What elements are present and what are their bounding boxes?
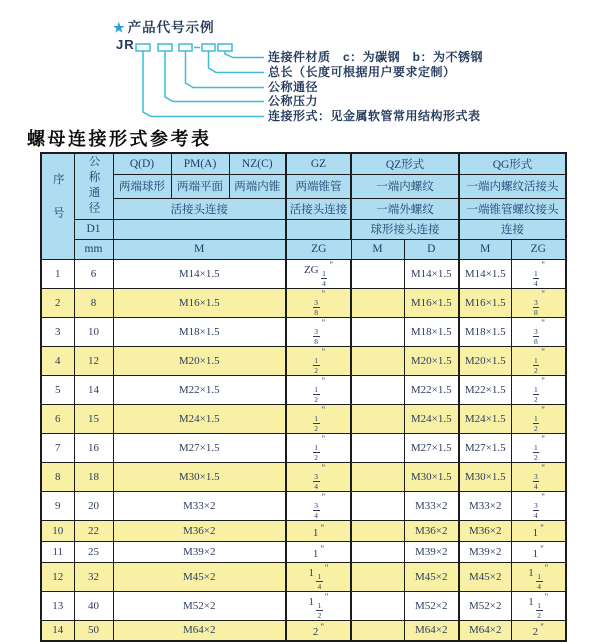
- code-box-5: [218, 44, 232, 51]
- cell-qg_m: M20×1.5: [459, 346, 511, 375]
- cell-qz_m: [351, 620, 404, 641]
- cell-mm: 8: [74, 288, 113, 317]
- cell-qz_d: M18×1.5: [404, 317, 459, 346]
- code-label-length: 总长（长度可根据用户要求定制）: [268, 65, 456, 79]
- code-line-material: [225, 51, 264, 58]
- cell-mm: 16: [74, 433, 113, 462]
- code-label-diameter: 公称通径: [268, 80, 319, 94]
- table-row: [41, 259, 566, 288]
- cell-qz_d: M45×2: [404, 562, 459, 591]
- cell-m: M45×2: [113, 562, 286, 591]
- table-row: [41, 591, 566, 620]
- nut-connection-reference-table: [40, 152, 567, 642]
- cell-no: 12: [41, 562, 74, 591]
- cell-qg_zg: $\frac{1}{2}$ ": [511, 346, 566, 375]
- cell-qg_zg: $\frac{3}{8}$ ": [511, 288, 566, 317]
- col-header-seq: 序号: [41, 153, 74, 259]
- header-zg-thread: ZG: [286, 239, 351, 259]
- cell-m: M36×2: [113, 520, 286, 541]
- cell-no: 7: [41, 433, 74, 462]
- cell-m: M39×2: [113, 541, 286, 562]
- cell-mm: 18: [74, 462, 113, 491]
- cell-qg_m: M18×1.5: [459, 317, 511, 346]
- col-header-qg: QG形式: [459, 153, 566, 174]
- col-header-qz: QZ形式: [351, 153, 459, 174]
- col-header-nominal-diameter: 公称通径: [74, 153, 113, 219]
- header-row-groups: [41, 153, 566, 174]
- cell-mm: 40: [74, 591, 113, 620]
- cell-no: 5: [41, 375, 74, 404]
- cell-m: M27×1.5: [113, 433, 286, 462]
- code-line-pressure: [165, 51, 264, 102]
- cell-qz_m: [351, 433, 404, 462]
- col-header-nzc: NZ(C): [229, 153, 286, 174]
- header-d1: D1: [74, 219, 113, 239]
- cell-qz_d: M24×1.5: [404, 404, 459, 433]
- cell-qg_m: M14×1.5: [459, 259, 511, 288]
- header-union-connection: 活接头连接: [113, 198, 286, 219]
- cell-gz: 1 ": [286, 520, 351, 541]
- col-header-qd: Q(D): [113, 153, 171, 174]
- header-row-connection: [41, 198, 566, 219]
- cell-gz: $\frac{3}{8}$ ": [286, 317, 351, 346]
- cell-qg_m: M64×2: [459, 620, 511, 641]
- table-row: [41, 433, 566, 462]
- cell-gz: $\frac{3}{8}$ ": [286, 288, 351, 317]
- header-qz-connection: 一端外螺纹: [351, 198, 459, 219]
- cell-qg_zg: $\frac{3}{8}$ ": [511, 317, 566, 346]
- cell-m: M52×2: [113, 591, 286, 620]
- cell-qg_m: M30×1.5: [459, 462, 511, 491]
- cell-qz_d: M30×1.5: [404, 462, 459, 491]
- cell-qz_m: [351, 591, 404, 620]
- table-row: [41, 317, 566, 346]
- cell-no: 2: [41, 288, 74, 317]
- code-prefix: JR: [116, 37, 135, 52]
- cell-qz_d: M36×2: [404, 520, 459, 541]
- cell-m: M24×1.5: [113, 404, 286, 433]
- cell-qg_zg: $\frac{1}{4}$ ": [511, 259, 566, 288]
- header-blank: [286, 219, 351, 239]
- cell-m: M20×1.5: [113, 346, 286, 375]
- cell-qg_m: M45×2: [459, 562, 511, 591]
- table-row: [41, 562, 566, 591]
- header-qg-zg: ZG: [511, 239, 566, 259]
- header-qg-connect: 连接: [459, 219, 566, 239]
- cell-qg_m: M36×2: [459, 520, 511, 541]
- cell-m: M22×1.5: [113, 375, 286, 404]
- cell-no: 4: [41, 346, 74, 375]
- cell-mm: 15: [74, 404, 113, 433]
- cell-qg_zg: 1 ": [511, 541, 566, 562]
- cell-gz: $\frac{1}{2}$ ": [286, 375, 351, 404]
- table-row: [41, 375, 566, 404]
- code-box-4: [202, 44, 215, 51]
- cell-qg_m: M52×2: [459, 591, 511, 620]
- cell-mm: 25: [74, 541, 113, 562]
- cell-no: 14: [41, 620, 74, 641]
- header-pm-type: 两端平面: [171, 174, 229, 198]
- table-row: [41, 520, 566, 541]
- header-qz-type: 一端内螺纹: [351, 174, 459, 198]
- cell-qg_m: M22×1.5: [459, 375, 511, 404]
- code-box-2: [158, 44, 172, 51]
- cell-mm: 12: [74, 346, 113, 375]
- cell-mm: 32: [74, 562, 113, 591]
- cell-m: M33×2: [113, 491, 286, 520]
- cell-qz_m: [351, 562, 404, 591]
- cell-qg_zg: $\frac{3}{4}$ ": [511, 491, 566, 520]
- header-qg-connection: 一端锥管螺纹接头: [459, 198, 566, 219]
- cell-mm: 50: [74, 620, 113, 641]
- cell-no: 13: [41, 591, 74, 620]
- col-header-gz: GZ: [286, 153, 351, 174]
- header-mm: mm: [74, 239, 113, 259]
- code-example-title: 产品代号示例: [127, 20, 215, 35]
- header-qz-ball-connection: 球形接头连接: [351, 219, 459, 239]
- header-m-thread: M: [113, 239, 286, 259]
- table-row: [41, 346, 566, 375]
- cell-mm: 6: [74, 259, 113, 288]
- cell-qg_m: M39×2: [459, 541, 511, 562]
- cell-qz_d: M20×1.5: [404, 346, 459, 375]
- table-body: [41, 259, 566, 641]
- cell-no: 1: [41, 259, 74, 288]
- cell-qz_d: M14×1.5: [404, 259, 459, 288]
- cell-gz: 1 ": [286, 541, 351, 562]
- header-qg-m: M: [459, 239, 511, 259]
- star-icon: ★: [113, 20, 126, 35]
- cell-m: M64×2: [113, 620, 286, 641]
- cell-m: M18×1.5: [113, 317, 286, 346]
- cell-qz_d: M52×2: [404, 591, 459, 620]
- cell-qg_m: M16×1.5: [459, 288, 511, 317]
- cell-mm: 20: [74, 491, 113, 520]
- header-qz-d: D: [404, 239, 459, 259]
- table-row: [41, 462, 566, 491]
- product-code-diagram: [0, 0, 600, 130]
- cell-gz: 1 $\frac{1}{2}$ ": [286, 591, 351, 620]
- cell-qz_m: [351, 375, 404, 404]
- header-qz-m: M: [351, 239, 404, 259]
- cell-qz_m: [351, 346, 404, 375]
- header-q-type: 两端球形: [113, 174, 171, 198]
- cell-qz_m: [351, 541, 404, 562]
- cell-qz_d: M22×1.5: [404, 375, 459, 404]
- cell-qg_zg: $\frac{3}{4}$ ": [511, 462, 566, 491]
- cell-m: M16×1.5: [113, 288, 286, 317]
- table-row: [41, 404, 566, 433]
- table-row: [41, 288, 566, 317]
- cell-qz_m: [351, 288, 404, 317]
- header-gz-connection: 活接头连接: [286, 198, 351, 219]
- cell-no: 8: [41, 462, 74, 491]
- code-box-3: [179, 44, 192, 51]
- table-row: [41, 491, 566, 520]
- cell-qz_m: [351, 317, 404, 346]
- code-label-pressure: 公称压力: [268, 94, 319, 108]
- code-line-length: [209, 51, 265, 73]
- header-blank: [113, 219, 286, 239]
- code-box-1: [136, 44, 150, 51]
- cell-m: M14×1.5: [113, 259, 286, 288]
- cell-qg_zg: 1 $\frac{1}{4}$ ": [511, 562, 566, 591]
- cell-mm: 14: [74, 375, 113, 404]
- cell-gz: $\frac{1}{2}$ ": [286, 433, 351, 462]
- cell-qg_m: M27×1.5: [459, 433, 511, 462]
- header-gz-type: 两端锥管: [286, 174, 351, 198]
- cell-gz: $\frac{1}{2}$ ": [286, 404, 351, 433]
- cell-gz: ZG $\frac{1}{4}$ ": [286, 259, 351, 288]
- cell-qg_zg: $\frac{1}{2}$ ": [511, 433, 566, 462]
- table-row: [41, 541, 566, 562]
- cell-qg_m: M24×1.5: [459, 404, 511, 433]
- cell-qg_m: M33×2: [459, 491, 511, 520]
- cell-no: 11: [41, 541, 74, 562]
- cell-qz_m: [351, 520, 404, 541]
- cell-qz_m: [351, 491, 404, 520]
- header-qg-type: 一端内螺纹活接头: [459, 174, 566, 198]
- cell-qg_zg: 1 ": [511, 520, 566, 541]
- code-line-connection: [143, 51, 264, 117]
- cell-qz_d: M16×1.5: [404, 288, 459, 317]
- cell-qg_zg: 2 ": [511, 620, 566, 641]
- header-row-units: [41, 239, 566, 259]
- code-label-connection: 连接形式：见金属软管常用结构形式表: [268, 109, 481, 123]
- cell-gz: 1 $\frac{1}{4}$ ": [286, 562, 351, 591]
- cell-qg_zg: $\frac{1}{2}$ ": [511, 404, 566, 433]
- cell-mm: 22: [74, 520, 113, 541]
- table-title: 螺母连接形式参考表: [27, 129, 212, 149]
- header-row-type: [41, 174, 566, 198]
- cell-qz_d: M39×2: [404, 541, 459, 562]
- cell-no: 3: [41, 317, 74, 346]
- cell-m: M30×1.5: [113, 462, 286, 491]
- cell-gz: $\frac{3}{4}$ ": [286, 491, 351, 520]
- cell-qg_zg: 1 $\frac{1}{2}$ ": [511, 591, 566, 620]
- cell-gz: 2 ": [286, 620, 351, 641]
- col-header-pma: PM(A): [171, 153, 229, 174]
- cell-qz_d: M64×2: [404, 620, 459, 641]
- code-example-heading: [113, 16, 215, 36]
- cell-qz_d: M33×2: [404, 491, 459, 520]
- code-label-material: 连接件材质 c：为碳钢 b：为不锈钢: [268, 50, 484, 64]
- header-row-d1: [41, 219, 566, 239]
- cell-no: 10: [41, 520, 74, 541]
- cell-qg_zg: $\frac{1}{2}$ ": [511, 375, 566, 404]
- cell-mm: 10: [74, 317, 113, 346]
- cell-qz_m: [351, 462, 404, 491]
- cell-gz: $\frac{1}{2}$ ": [286, 346, 351, 375]
- cell-no: 9: [41, 491, 74, 520]
- table-header: [41, 153, 566, 259]
- table-row: [41, 620, 566, 641]
- code-line-diameter: [186, 51, 265, 88]
- cell-gz: $\frac{3}{4}$ ": [286, 462, 351, 491]
- cell-no: 6: [41, 404, 74, 433]
- cell-qz_m: [351, 259, 404, 288]
- cell-qz_d: M27×1.5: [404, 433, 459, 462]
- cell-qz_m: [351, 404, 404, 433]
- header-nz-type: 两端内锥: [229, 174, 286, 198]
